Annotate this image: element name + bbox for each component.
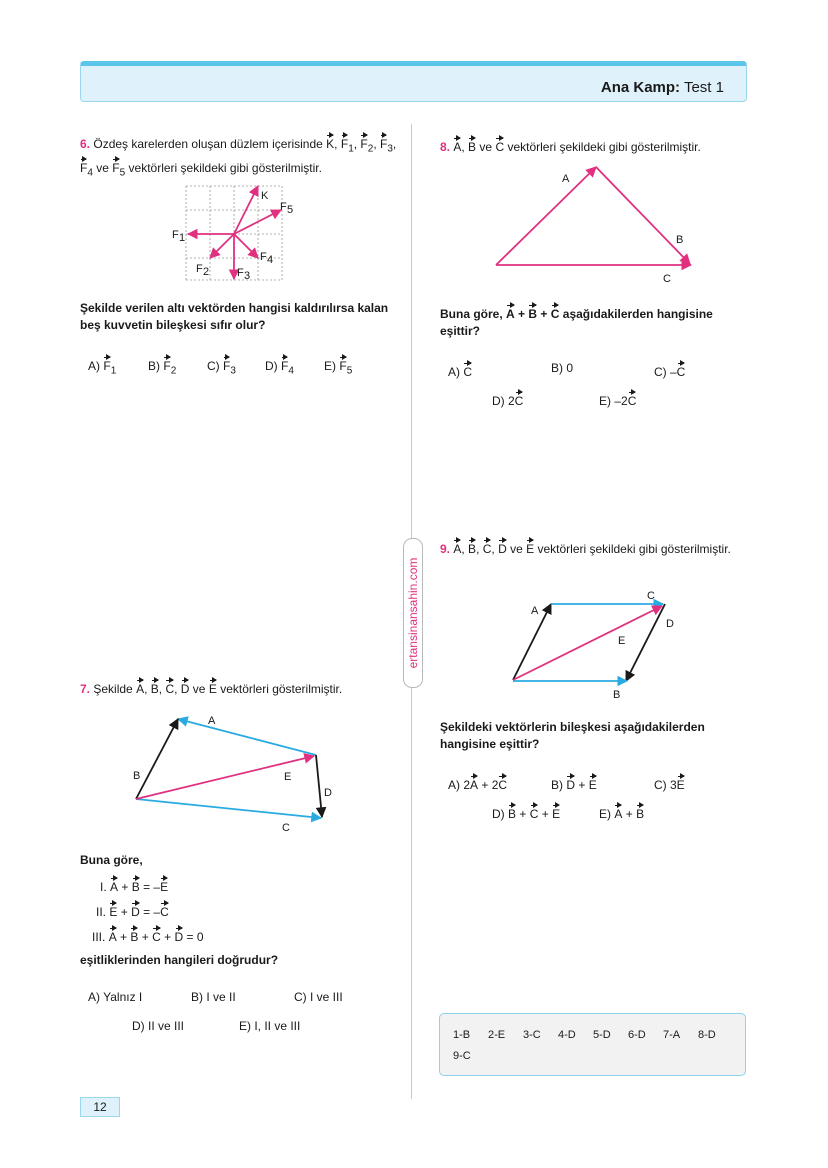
svg-text:1: 1	[179, 232, 186, 244]
q8-option-e[interactable]: E) –2C	[599, 390, 636, 408]
q7-option-e[interactable]: E) I, II ve III	[239, 1019, 301, 1033]
svg-text:A: A	[562, 173, 570, 185]
svg-text:F: F	[172, 229, 179, 241]
q7-stem: 7. Şekilde A, B, C, D ve E vektörleri gösterilmiştir.	[80, 678, 400, 698]
q7-statement-3: III. A + B + C + D = 0	[92, 926, 204, 944]
svg-text:E: E	[618, 635, 626, 647]
q9-option-d[interactable]: D) B + C + E	[492, 803, 560, 821]
header-title: Ana Kamp: Test 1	[600, 79, 724, 96]
q9-vector-D	[626, 604, 665, 681]
svg-text:F: F	[280, 201, 287, 213]
svg-text:A: A	[208, 715, 216, 727]
svg-text:3: 3	[244, 270, 251, 282]
q6-option-c[interactable]: C) $F_3$	[207, 355, 236, 376]
q6-vector-F4	[234, 234, 258, 258]
q6-option-e[interactable]: E) $F_5$	[324, 355, 352, 376]
q7-option-d[interactable]: D) II ve III	[132, 1019, 185, 1033]
q8-question: Buna göre, A + B + C aşağıdakilerden hangisine eşittir?	[440, 303, 740, 341]
q6-option-d[interactable]: D) $F_4$	[265, 355, 294, 376]
q8-stem: 8. A, B ve C vektörleri şekildeki gibi gösterilmiştir.	[440, 136, 750, 156]
svg-text:B: B	[613, 689, 621, 700]
q9-option-a[interactable]: A) 2A + 2C	[448, 774, 507, 792]
q8-option-d[interactable]: D) 2C	[492, 390, 523, 408]
q6-label-K: K	[261, 190, 269, 202]
q7-vector-A	[178, 719, 316, 755]
q9-option-c[interactable]: C) 3E	[654, 774, 685, 792]
svg-text:D: D	[324, 787, 332, 799]
q7-question: eşitliklerinden hangileri doğrudur?	[80, 953, 279, 967]
answer-key	[439, 1013, 746, 1076]
q8-figure	[490, 162, 705, 287]
svg-text:A: A	[531, 605, 539, 617]
q6-vector-F5	[234, 210, 281, 234]
q7-figure	[120, 705, 350, 835]
q9-stem: 9. A, B, C, D ve E vektörleri şekildeki gibi gösterilmiştir.	[440, 538, 740, 558]
svg-text:C: C	[647, 590, 655, 602]
q7-statement-2: II. E + D = –C	[96, 901, 169, 919]
site-watermark: ertansinansahin.com	[403, 538, 423, 688]
q8-option-c[interactable]: C) –C	[654, 361, 685, 379]
answer-item: 2-E	[488, 1029, 506, 1041]
answer-item: 3-C	[523, 1029, 541, 1041]
answer-item: 5-D	[593, 1029, 611, 1041]
q7-vector-B	[136, 719, 178, 799]
q9-option-e[interactable]: E) A + B	[599, 803, 644, 821]
answer-item: 7-A	[663, 1029, 681, 1041]
q6-stem: 6. Özdeş karelerden oluşan düzlem içerisinde K, $F_1$, $F_2$, $F_3$, $F_4$ ve $F_5$ vektörleri şekildeki gibi gösterilmiştir.	[80, 133, 400, 181]
q7-option-c[interactable]: C) I ve III	[294, 990, 343, 1004]
page-header	[80, 61, 747, 102]
svg-text:F: F	[196, 263, 203, 275]
answer-item: 6-D	[628, 1029, 646, 1041]
q9-question: Şekildeki vektörlerin bileşkesi aşağıdakilerden hangisine eşittir?	[440, 720, 705, 752]
q6-vector-F2	[210, 234, 234, 258]
q8-vector-A	[496, 167, 596, 265]
q9-option-b[interactable]: B) D + E	[551, 774, 597, 792]
q9-figure	[505, 585, 695, 700]
page-number: 12	[80, 1097, 120, 1117]
answer-item: 4-D	[558, 1029, 576, 1041]
q6-option-b[interactable]: B) $F_2$	[148, 355, 176, 376]
svg-text:C: C	[282, 822, 290, 834]
q8-vector-B	[596, 167, 690, 264]
q6-question: Şekilde verilen altı vektörden hangisi kaldırılırsa kalan beş kuvvetin bileşkesi sıfır olur?	[80, 301, 389, 333]
q8-option-a[interactable]: A) C	[448, 361, 472, 379]
q7-option-b[interactable]: B) I ve II	[191, 990, 236, 1004]
svg-text:2: 2	[203, 266, 210, 278]
q6-figure	[168, 180, 298, 285]
q7-option-a[interactable]: A) Yalnız I	[88, 990, 143, 1004]
answer-item: 8-D	[698, 1029, 716, 1041]
svg-text:C: C	[663, 273, 671, 285]
svg-text:B: B	[133, 770, 141, 782]
q7-lead: Buna göre,	[80, 853, 143, 867]
svg-text:5: 5	[287, 204, 294, 216]
svg-text:E: E	[284, 771, 292, 783]
svg-text:F: F	[237, 267, 244, 279]
answer-item: 9-C	[453, 1050, 471, 1062]
q7-vector-C	[136, 799, 321, 818]
svg-text:F: F	[260, 251, 267, 263]
q7-statement-1: I. A + B = –E	[100, 876, 168, 894]
svg-text:B: B	[676, 234, 684, 246]
svg-text:D: D	[666, 618, 674, 630]
q6-option-a[interactable]: A) $F_1$	[88, 355, 116, 376]
q7-vector-D	[316, 755, 322, 817]
answer-item: 1-B	[453, 1029, 471, 1041]
q8-option-b[interactable]: B) 0	[551, 361, 574, 375]
q9-vector-E	[513, 606, 662, 680]
svg-text:4: 4	[267, 254, 274, 266]
